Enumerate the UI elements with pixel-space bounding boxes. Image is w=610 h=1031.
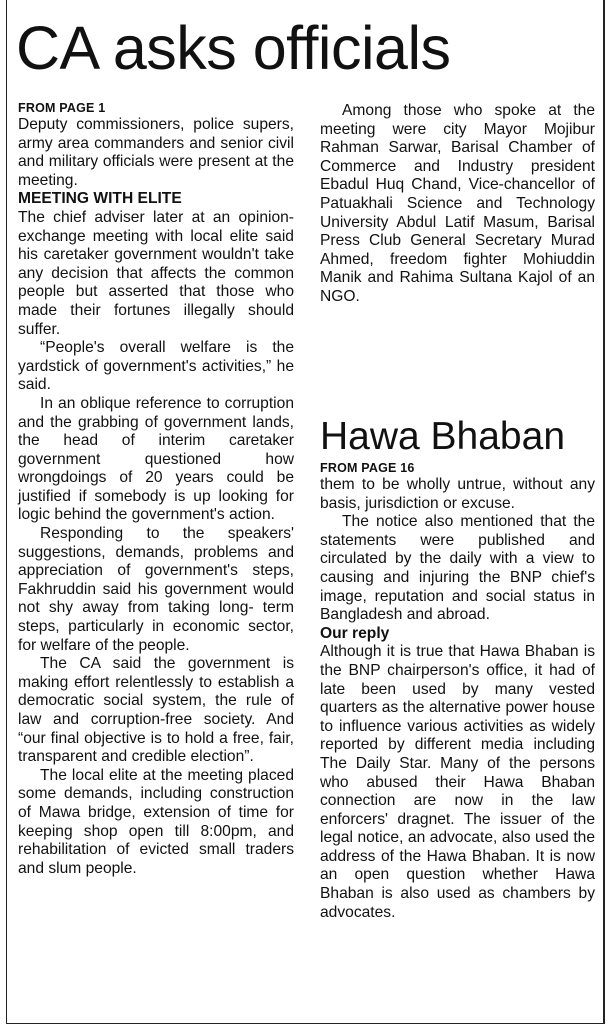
bottom-rule <box>6 1023 604 1024</box>
article1-paragraph: The chief adviser later at an opinion-exchange meeting with local elite said his caretaker government wouldn't take any decision that affects the common people but asserted that those who made their fortunes illegally should suffer. <box>18 208 294 338</box>
article-headline-hawa-bhaban: Hawa Bhaban <box>320 415 566 458</box>
article1-column-left <box>18 101 294 878</box>
article1-kicker: FROM PAGE 1 <box>18 101 106 115</box>
left-column-rule <box>6 0 7 1024</box>
article2-kicker: FROM PAGE 16 <box>320 461 415 475</box>
article2-reply-paragraph: Although it is true that Hawa Bhaban is the BNP chairperson's office, it had of late been used by many vested quarters as the alternative power house to influence various activities as widely reported by different media including The Daily Star. Many of the persons who abused their Hawa Bhaban connection are now in the law enforcers' dragnet. The issuer of the legal notice, an advocate, also used the address of the Hawa Bhaban. It is now an open question whether Hawa Bhaban is also used as chambers by advocates. <box>320 643 595 921</box>
article1-paragraph: In an oblique reference to corruption and the grabbing of government lands, the head of interim caretaker government questioned how wrongdoings of 20 years could be justified if somebody is up looking for logic behind the government's action. <box>18 394 294 524</box>
article-headline-ca-asks-officials: CA asks officials <box>16 14 451 82</box>
article1-paragraph: “People's overall welfare is the yardstick of government's activities,” he said. <box>18 339 294 394</box>
article2-lead: them to be wholly untrue, without any basis, jurisdiction or excuse. <box>320 476 595 512</box>
article1-paragraph: The CA said the government is making effort relentlessly to establish a democratic social system, the rule of law and corruption-free society. And “our final objective is to hold a free, fair, transparent and credible election”. <box>18 655 294 766</box>
article1-paragraph: Among those who spoke at the meeting were city Mayor Mojibur Rahman Sarwar, Barisal Chamber of Commerce and Industry president Ebadul Huq Chand, Vice-chancellor of Patuakhali Science and Technology University Abdul Latif Masum, Barisal Press Club General Secretary Murad Ahmed, freedom fighter Mohiuddin Manik and Rahima Sultana Kajol of an NGO. <box>320 102 595 305</box>
article2-subhead: Our reply <box>320 624 390 642</box>
article1-lead: Deputy commissioners, police supers, army area commanders and senior civil and military officials were present at the meeting. <box>18 116 294 189</box>
right-column-rule <box>603 0 605 1024</box>
article2-paragraph: The notice also mentioned that the statements were published and circulated by the daily with a view to causing and injuring the BNP chief's image, reputation and social status in Bangladesh and abroad. <box>320 513 595 624</box>
article1-subhead: MEETING WITH ELITE <box>18 190 182 208</box>
article1-paragraph: Responding to the speakers' suggestions, demands, problems and appreciation of government's steps, Fakhruddin said his government would not shy away from taking long- term steps, particularly in economic sector, for welfare of the people. <box>18 525 294 654</box>
article1-column-right <box>320 102 595 307</box>
article1-paragraph: The local elite at the meeting placed some demands, including construction of Mawa bridge, extension of time for keeping shop open till 8:00pm, and rehabilitation of evicted small traders and slum people. <box>18 766 294 877</box>
article2-column <box>320 461 595 922</box>
